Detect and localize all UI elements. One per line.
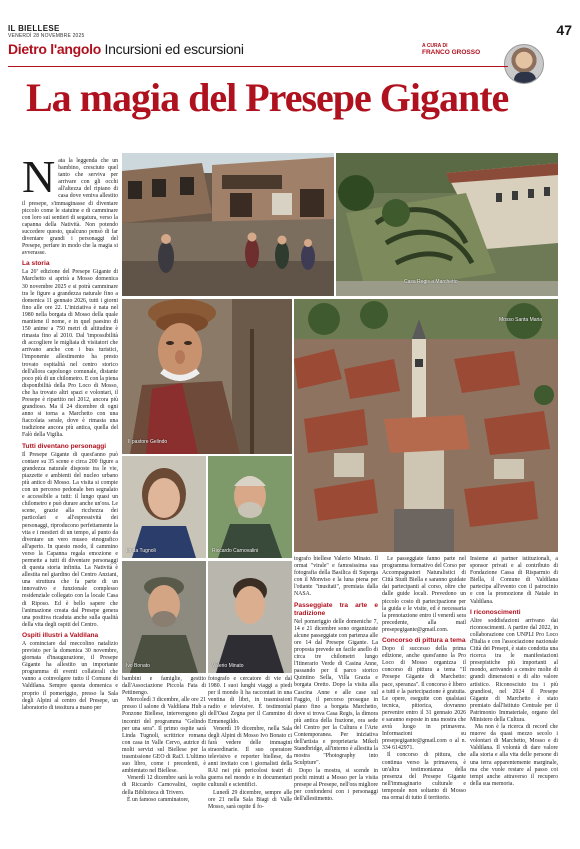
paragraph-c2-3: Venerdì 12 dicembre sarà la volta di Riccardo Carnovalini, ospite della Biblioteca di Trivero. [122,775,206,796]
page-number: 47 [556,22,572,38]
photo-riccardo-carnovalini [208,456,292,558]
paragraph-c2-4: È un famoso camminatore, [127,796,190,803]
subhead-passeggiate: Passeggiate tra arte e tradizione [294,601,378,617]
subhead-storia: La storia [22,260,50,268]
paragraph-storia: La 26ª edizione del Presepe Gigante di Marchetto si aprirà a Mosso domenica 30 novembre 2025 e si potrà camminare tra le figure a grandezza naturale fino a domenica 11 gennaio 2026, tutti i giorni fino alle ore 22. L'iniziativa è nata nel 1980 nella borgata di Mosso della quale mantiene il nome, e in quel paesino di 150 anime a 750 metri di altitudine è rimasta fino al 2010. Dal 'impossibilità di accogliere le migliaia di visitatori che arrivano anche con i bus turistici, l'imponente allestimento ha presto trovato ospitalità nel centro storico dell'allora capoluogo comunale, distante poco più di un chilometro. E con la piena disponibilità della Pro Loco di Mosso, che ha trovato altri spazi e volontari, il Presepe è ripartito nel 2012, ancora più grandioso. Ma il 24 dicembre di ogni anno si torna a Marchetto con una fiaccolata serale, dove è rimasta una tradizione ancora più antica, quella del Falò della Vigilia. [22,269,118,439]
subsection-name: Incursioni ed escursioni [104,41,244,57]
paragraph-passeggiate: Nel pomeriggio delle domeniche 7, 14 e 21 dicembre sono organizzate alcune passeggiate con partenza alle ore 14 dal Presepe Gigante. La proposta prevede un facile anello di circa tre chilometri lungo l'Itinerario Verde di Casina Anne, passando per il parco storico Quintino Sella, Villa Grazia e borgata Oretto. Dopo la visita alla Cascina Anne e alle case sul Faggio, il percorso prosegue in piano fino a borgata Marchetto, dove si trova Casa Regis, la dimora più antica della frazione, ora sede del Centro per la Cultura e l'Arte Contemporanea. Per iniziativa dell'artista e proprietaria Mikeli Standbridge, all'interno è allestita la mostra "Photography into Sculpture". [294,618,379,767]
mosso-aerial-image [294,299,558,552]
riccardo-carnovalini-image [208,456,292,558]
paragraph-concorso: Dopo il successo della prima edizione, anche quest'anno la Pro Loco di Mosso organizza il concorso di pittura a tema "Il Presepe Gigante di Marchetto: pace, speranza". Il concorso è libero a tutti e la partecipazione è gratuita. Le opere, eseguite con qualsiasi tecnica, pittorica, dovranno pervenire entro il 31 gennaio 2026 e saranno esposte in una mostra che avrà luogo in primavera. Informazioni su presepegigante@gmail.com o al n. 334 6142971. [382,646,466,752]
photo-linda-tugnoli [122,456,206,558]
paragraph-dopo-mostra: Dopo la mostra, si scende in pochi minuti a Mosso per la visita presepe al Presepe, nell'ora migliore per confondersi con i personaggi dell'allestimento. [294,767,378,802]
paragraph-c4-1: tografo biellese Valerio Minato. Il ormai "virale" e famosissima sua fotografia della Basilica di Superga con il Monviso e la luna piena per l'ottante "inusitati", premiata dalla NASA. [294,556,378,598]
dropcap: N [22,151,56,202]
paragraph-personaggi: Il Presepe Gigante di quest'anno può contare su 35 scene e circa 200 figure a grandezza naturale disposte tra le vie, piazzette e ambienti del nucleo urbano più antico di Mosso. La visita si compie con un percorso pedonale ben segnalato e accessibile a tutti: il lungo quasi un chilometro e può durare anche un'ora. Le scene, grazie alla ricchezza dei particolari e all'espressività dei personaggi, riproducono perfettamente la vita e i mestieri di un tempo, al punto da diventare un vero museo etnografico all'aperto. In questo modo, il cammino verso la Capanna regala emozione e permette a tutti di diventare personaggi di questa storia infinita. La Natività è allestita nel giardino del Centro Anziani, una struttura che fa parte di un innovativo e funzionale complesso residenziale collegato con la locale Casa di Riposo. Ed è bello sapere che l'animazione creata dal Presepe genera una positiva ricaduta anche sulla qualità della vita degli ospiti del Centro. [22,451,118,628]
article-column-1 [22,151,118,712]
paragraph-c3-3: Lunedì 29 dicembre, sempre alle ore 21 nella Sala Biagi di Valle Mosso, sarà ospite il fo- [208,789,292,810]
paragraph-ospiti: A cominciare dal meccolino natalizio previsto per la domenica 30 novembre, giornata d'inaugurazione, il Presepe Gigante ha allestito un importante programma di eventi collaterali che vanno a coinvolgere tutto il Comune di Valdilana. Sempre questa domenica e proprio il pomeriggio, presso la Sala degli Alpini al centro del Presepe, un laboratorio di tessitura a mano per [22,640,118,711]
masthead [8,24,572,64]
caption-valerio-minato: Valerio Minato [212,663,244,669]
article-column-2 [122,676,206,804]
paragraph-c6-1: Insieme ai partner istituzionali, a sponsor privati e al contributo di Fondazione Cassa di Risparmio di Biella, il Comune di Valdilana partecipa all'evento con il patrocinio e con la promozione di Natale in Valdilana. [470,556,558,605]
byline [422,43,480,56]
article-column-6 [470,556,558,788]
photo-casa-regis [336,153,558,296]
shepherd-gelindo-image [122,299,292,454]
paragraph-c3-2: Venerdì 19 dicembre, nella Sala degli Alpini di Mosso Ivo Bonato ci farà vedere delle immagini straordinarie. Il suo operatore televisivo e reporter biellese, da anni invitato con i giornalisti della RAI nei più pericolosi teatri di guerra nel mondo e in documentari culturali e scientifici. [208,725,292,789]
caption-casa-regis: Casa Regis a Marchetto [404,279,458,285]
caption-shepherd: Il pastore Gelindo [128,439,168,445]
ivo-bonato-image [122,561,206,673]
photo-mosso-aerial [294,299,558,552]
valerio-minato-image [208,561,292,673]
caption-ivo-bonato: Ivo Bonato [126,663,150,669]
casa-regis-image [336,153,558,296]
masthead-rule [8,66,508,67]
caption-riccardo-carnovalini: Riccardo Carnovalini [212,548,259,554]
byline-prefix: A CURA DI [422,43,448,49]
photo-valerio-minato [208,561,292,673]
subhead-personaggi: Tutti diventano personaggi [22,442,107,450]
intro-paragraph: Nata la leggenda che un bambino, cresciuto quel tanto che serviva per arrivare con gli occhi all'altezza del ripiano di casa dove veniva allestito il presepe, s'immaginasse di diventare piccolo come le statuine e di camminare con loro sui sentieri di segatura, verso la capanna della Natività. Non potendo succedere questo, qualcuno pensò di far diventare grandi i personaggi del Presepe, perfare in modo che la magia si avverasse. [22,151,118,257]
article-column-5 [382,556,466,802]
section-kicker [8,41,244,57]
village-street-image [122,153,334,296]
article-column-3 [208,676,292,811]
photo-village-street [122,153,334,296]
paragraph-c3-1: fotografo e cercatore di vie dal 1980. I suoi lunghi viaggi a piedi per il mondo li ha raccontati in una ventina di libri, in trasmissioni radio e televisive. È testimonial dell'Oasi Zegna per il Cammino di Ermenegildo. [208,676,292,725]
caption-mosso-aerial: Mosso Santa Maria [499,317,543,323]
paragraph-c2-2: Mercoledì 3 dicembre, alle ore 21 presso il salone di Valdilana Hub a Ponzone Biellese, intervengono gli incontri del programma "Gelindo per una sera". Il primo ospite sarà Linda Tugnoli, scrittrice romana con casa in Valle Cervo, autrice di molti servizi sul Biellese per la trasmissione GEO di Rai3. L'ultimo suo libro, come i precedenti, è ambientato nel Biellese. [122,697,206,775]
photo-shepherd-gelindo [122,299,292,454]
paper-name: IL BIELLESE [8,24,60,33]
section-name: Dietro l'angolo [8,41,101,57]
photo-ivo-bonato [122,561,206,673]
paragraph-c5-1: Le passeggiate fanno parte nel programma formativo del Corso per Accompagnatori Naturalistici di Città Studi Biella e saranno guidate dai partecipanti al corso, oltre che dalle guide locali. Prevedono un piccolo costo di partecipazione per la guida e le visite, ed è necessaria la prenotazione entro il venerdì sera precedente, alla mail presepegigante@gmail.com. [382,556,466,633]
paragraph-c6-2: Ma non è la ricerca di record che muove da quasi mezzo secolo i volontari di Marchetto, Mosso e di Valdilana. Il volontà di dare valore alla storia e alla vita delle persone di una terra apparentemente marginale, ma che vuole restare al passo coi tempi anche attraverso il recupero della sua memoria. [470,724,558,787]
article-column-4 [294,556,378,803]
paragraph-riconoscimenti: Altre soddisfazioni arrivano dai riconoscimenti. A partire dal 2022, in collaborazione con UNPLI Pro Loco d'Italia e con l'associazione nazionale Città dei Presepi, è stato condotta una ricerca tra le manifestazioni presepistiche più importanti al mondo, arrivando a censire molte di grandi dimensioni e di alto valore artistico. Riconosciuto tra i più grandiosi, nel 2024 il Presepe Gigante di Marchetto è stato premiato dall'Istituto Centrale per il Patrimonio Immateriale, organo del Ministero della Cultura. [470,617,558,723]
subhead-concorso: Concorso di pittura a tema [382,637,466,645]
paragraph-c5-2: Il concorso di pittura, che continua verso la primavera, è un'altra testimonianza della presenza del Presepe Gigante nell'immaginario culturale e temporale non soltanto di Mosso ma ormai di tutto il territorio. [382,752,466,801]
page-headline: La magia del Presepe Gigante [26,75,509,120]
linda-tugnoli-image [122,456,206,558]
subhead-ospiti: Ospiti illustri a Valdilana [22,631,99,639]
caption-linda-tugnoli: Linda Tugnoli [126,548,156,554]
byline-name: FRANCO GROSSO [422,49,481,56]
subhead-riconoscimenti: I riconoscimenti [470,608,521,616]
issue-date: VENERDÌ 28 NOVEMBRE 2025 [8,33,85,39]
paragraph-c2-1: bambini e famiglie, gestito dall'Associazione Piccola Fata di Pettinengo. [122,676,206,697]
